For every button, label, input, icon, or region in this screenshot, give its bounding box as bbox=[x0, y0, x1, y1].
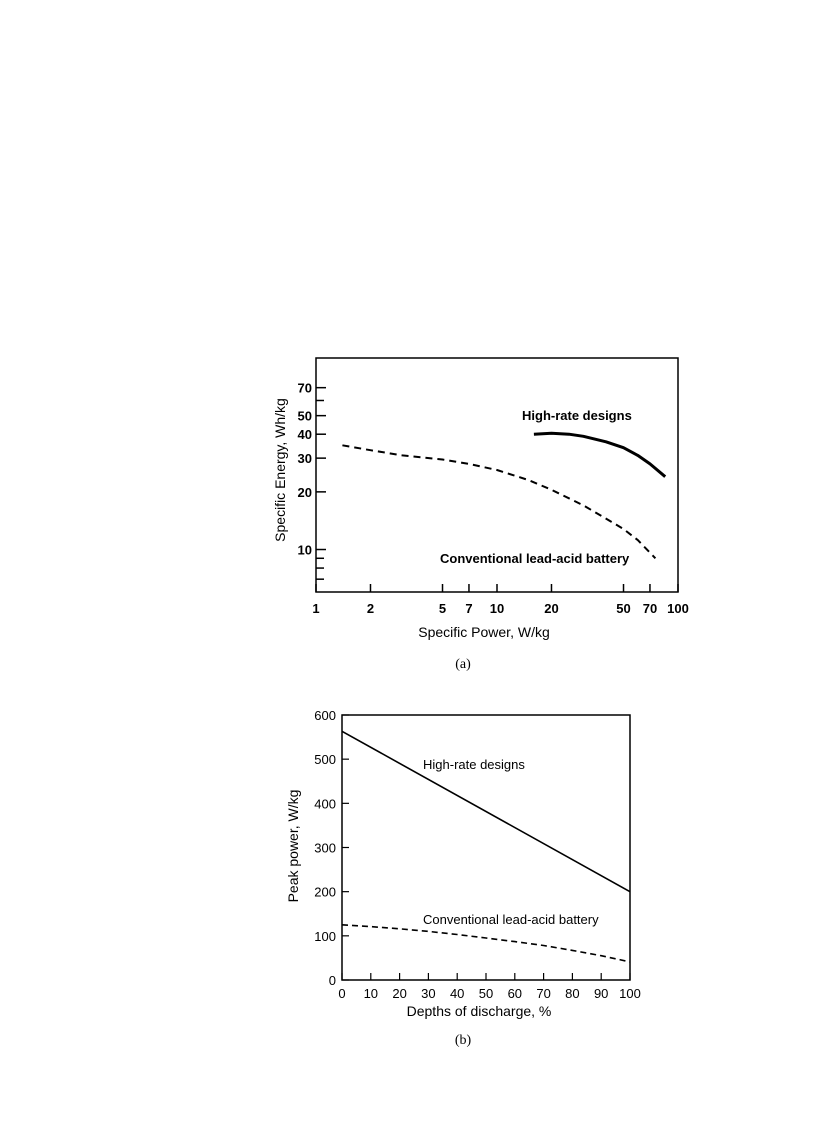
y-tick-label: 200 bbox=[314, 884, 336, 900]
series-line-conventional bbox=[342, 925, 630, 962]
caption: (b) bbox=[454, 1033, 472, 1048]
y-ticks bbox=[314, 708, 349, 988]
x-tick-label: 7 bbox=[465, 601, 473, 616]
x-tick-label: 2 bbox=[366, 601, 375, 616]
y-tick-label: 600 bbox=[314, 708, 336, 723]
x-tick-label: 20 bbox=[544, 601, 559, 616]
x-tick-label: 5 bbox=[438, 601, 447, 616]
x-tick-label: 30 bbox=[421, 986, 436, 1001]
y-axis-title: Specific Energy, Wh/kg bbox=[272, 398, 288, 542]
y-tick-label: 40 bbox=[297, 427, 312, 443]
y-tick-label: 300 bbox=[314, 840, 336, 856]
y-tick-label: 70 bbox=[297, 380, 312, 396]
x-tick-label: 40 bbox=[449, 986, 465, 1001]
y-tick-label: 50 bbox=[297, 408, 312, 424]
x-tick-label: 90 bbox=[593, 986, 609, 1001]
x-tick-label: 0 bbox=[338, 986, 346, 1001]
series-label-conventional: Conventional lead-acid battery bbox=[440, 551, 630, 566]
y-tick-label: 10 bbox=[297, 542, 312, 558]
y-tick-label: 0 bbox=[328, 973, 336, 988]
y-tick-label: 30 bbox=[297, 451, 312, 467]
y-tick-label: 20 bbox=[297, 484, 312, 500]
x-tick-label: 80 bbox=[565, 986, 580, 1001]
y-tick-label: 400 bbox=[314, 796, 336, 812]
x-tick-label: 70 bbox=[536, 986, 551, 1001]
caption: (a) bbox=[455, 657, 471, 672]
x-tick-label: 10 bbox=[489, 601, 505, 616]
x-tick-label: 60 bbox=[507, 986, 523, 1001]
x-tick-label: 50 bbox=[478, 986, 494, 1001]
x-tick-label: 10 bbox=[363, 986, 379, 1001]
x-axis-title: Depths of discharge, % bbox=[406, 1003, 552, 1019]
series-label-high-rate: High-rate designs bbox=[522, 408, 632, 423]
y-tick-label: 100 bbox=[314, 928, 336, 944]
series-label-high-rate: High-rate designs bbox=[423, 757, 525, 772]
x-tick-label: 20 bbox=[392, 986, 407, 1001]
x-tick-label: 70 bbox=[642, 601, 658, 616]
series-label-conventional: Conventional lead-acid battery bbox=[423, 912, 599, 927]
y-axis-title: Peak power, W/kg bbox=[285, 789, 301, 903]
x-tick-label: 1 bbox=[312, 601, 320, 616]
x-tick-label: 100 bbox=[619, 986, 641, 1001]
series-line-high-rate bbox=[342, 731, 630, 891]
x-ticks bbox=[338, 973, 640, 1001]
x-axis-title: Specific Power, W/kg bbox=[418, 624, 550, 640]
x-tick-label: 50 bbox=[616, 601, 631, 616]
y-tick-label: 500 bbox=[314, 752, 336, 768]
x-tick-label: 100 bbox=[667, 601, 689, 616]
